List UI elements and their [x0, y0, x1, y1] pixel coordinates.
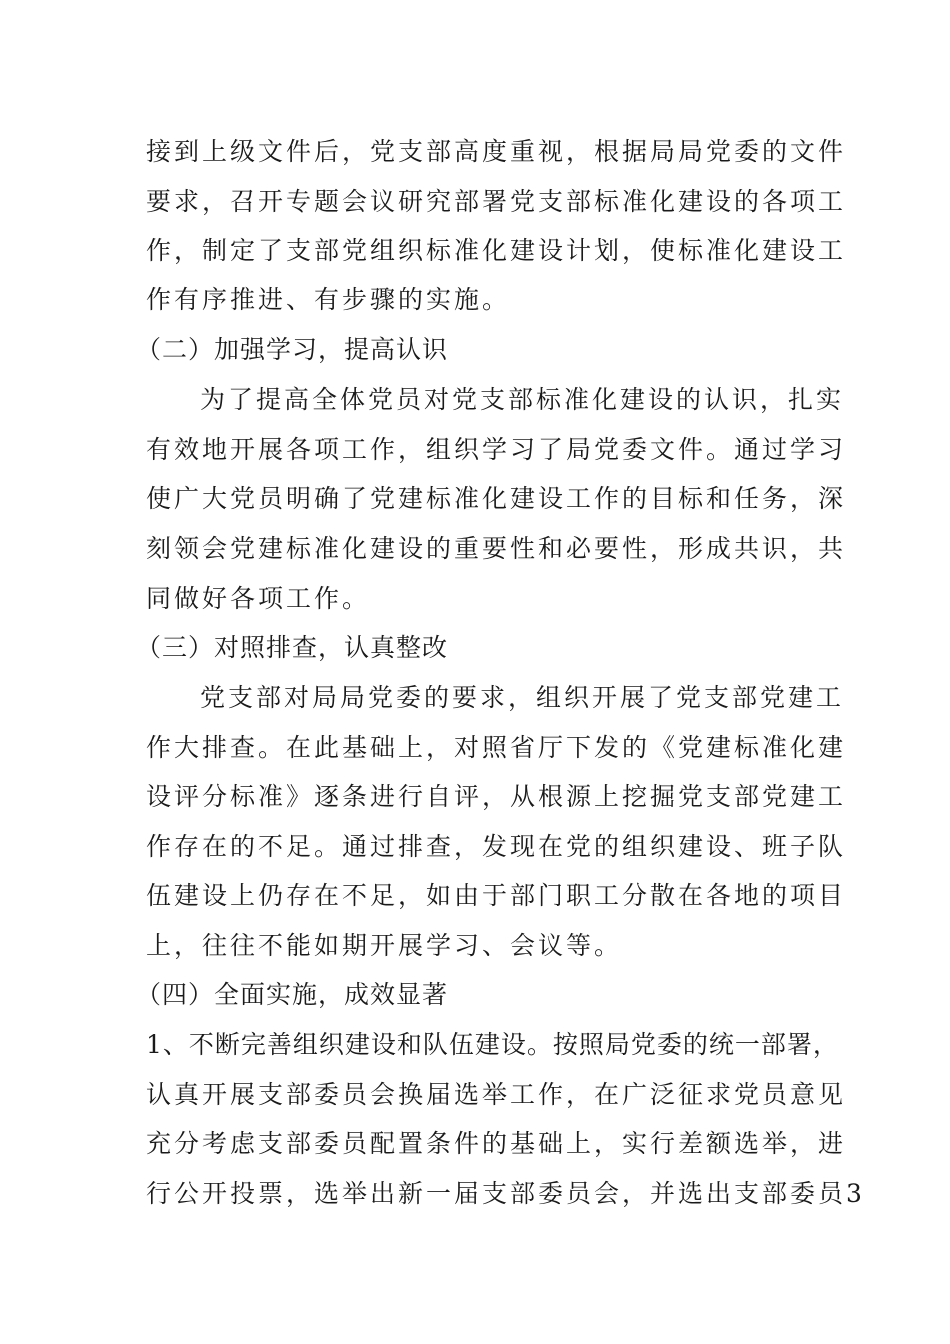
section-heading: （二）加强学习，提高认识	[136, 335, 449, 364]
paragraph-line: 作，制定了支部党组织标准化建设计划，使标准化建设工	[146, 236, 847, 265]
paragraph-line: 使广大党员明确了党建标准化建设工作的目标和任务，深	[146, 484, 847, 513]
paragraph-line: 1、不断完善组织建设和队伍建设。按照局党委的统一部署，	[146, 1030, 839, 1059]
paragraph-line: 上，往往不能如期开展学习、会议等。	[146, 931, 623, 960]
paragraph-line: 充分考虑支部委员配置条件的基础上，实行差额选举，进	[146, 1129, 847, 1158]
paragraph-line: 要求，召开专题会议研究部署党支部标准化建设的各项工	[146, 187, 847, 216]
paragraph-line: 作存在的不足。通过排查，发现在党的组织建设、班子队	[146, 832, 847, 861]
paragraph-line: 行公开投票，选举出新一届支部委员会，并选出支部委员3	[146, 1179, 865, 1208]
paragraph-line: 作有序推进、有步骤的实施。	[146, 285, 511, 314]
paragraph-line: 设评分标准》逐条进行自评，从根源上挖掘党支部党建工	[146, 782, 847, 811]
paragraph-line: 接到上级文件后，党支部高度重视，根据局局党委的文件	[146, 137, 847, 166]
paragraph-line: 刻领会党建标准化建设的重要性和必要性，形成共识，共	[146, 534, 847, 563]
paragraph-line: 有效地开展各项工作，组织学习了局党委文件。通过学习	[146, 435, 847, 464]
section-heading: （三）对照排查，认真整改	[136, 633, 449, 662]
paragraph-line: 为了提高全体党员对党支部标准化建设的认识，扎实	[200, 385, 845, 414]
paragraph-line: 党支部对局局党委的要求，组织开展了党支部党建工	[200, 683, 845, 712]
paragraph-line: 认真开展支部委员会换届选举工作，在广泛征求党员意见	[146, 1080, 847, 1109]
paragraph-line: 作大排查。在此基础上，对照省厅下发的《党建标准化建	[146, 733, 847, 762]
section-heading: （四）全面实施，成效显著	[136, 980, 449, 1009]
paragraph-line: 伍建设上仍存在不足，如由于部门职工分散在各地的项目	[146, 881, 847, 910]
paragraph-line: 同做好各项工作。	[146, 584, 371, 613]
